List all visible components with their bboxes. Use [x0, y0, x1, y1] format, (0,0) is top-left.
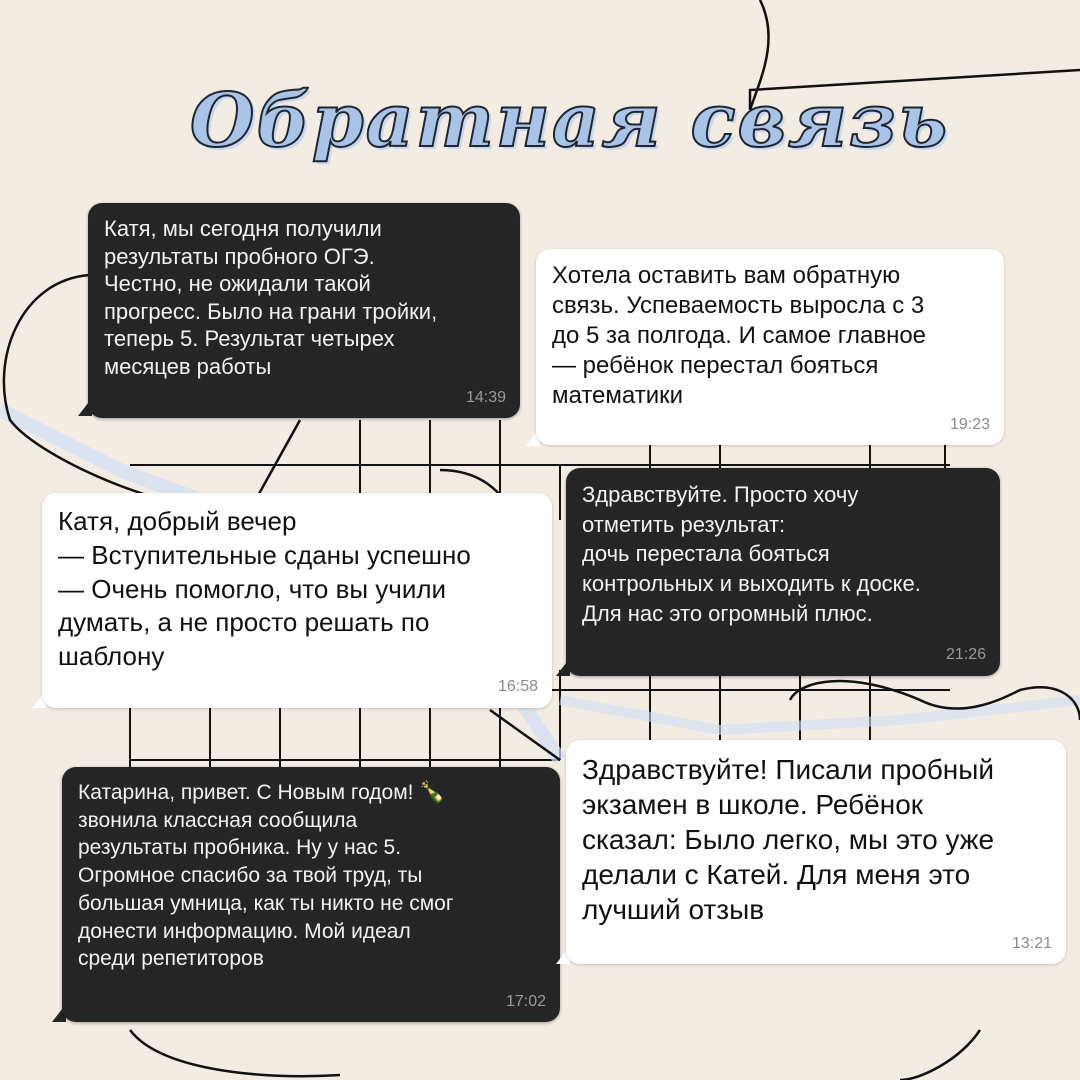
- message-time: 21:26: [945, 646, 986, 664]
- message-time: 19:23: [949, 416, 990, 433]
- chat-bubble: [566, 740, 1066, 964]
- chat-bubble: [62, 767, 560, 1022]
- chat-bubble: [566, 468, 1000, 676]
- message-time: 14:39: [465, 389, 506, 406]
- page-title: Обратная связь: [190, 78, 950, 164]
- message-text: Хотела оставить вам обратную связь. Успеваемость выросла с 3 до 5 за полгода. И самое главное — ребёнок перестал бояться математики: [552, 262, 927, 409]
- message-time: 13:21: [1011, 935, 1052, 952]
- message-text: Здравствуйте! Писали пробный экзамен в школе. Ребёнок сказал: Было легко, мы это уже делали с Катей. Для меня это лучший отзыв: [582, 754, 995, 925]
- message-text: Здравствуйте. Просто хочу отметить результат: дочь перестала бояться контрольных и выходить к доске. Для нас это огромный плюс.: [582, 482, 921, 626]
- message-text: Катя, добрый вечер — Вступительные сданы успешно — Очень помогло, что вы учили думать, а не просто решать по шаблону: [58, 506, 471, 672]
- chat-bubble: [42, 493, 552, 708]
- chat-bubble: [88, 203, 520, 418]
- message-time: 17:02: [505, 992, 546, 1010]
- chat-bubble: [536, 249, 1004, 445]
- message-time: 16:58: [497, 678, 538, 696]
- message-text: Катарина, привет. С Новым годом! 🍾 звонила классная сообщила результаты пробника. Ну у нас 5. Огромное спасибо за твой труд, ты большая умница, как ты никто не смог донести информацию. Мой идеал среди репетиторов: [78, 781, 454, 971]
- message-text: Катя, мы сегодня получили результаты пробного ОГЭ. Честно, не ожидали такой прогресс. Было на грани тройки, теперь 5. Результат четырех месяцев работы: [104, 216, 438, 379]
